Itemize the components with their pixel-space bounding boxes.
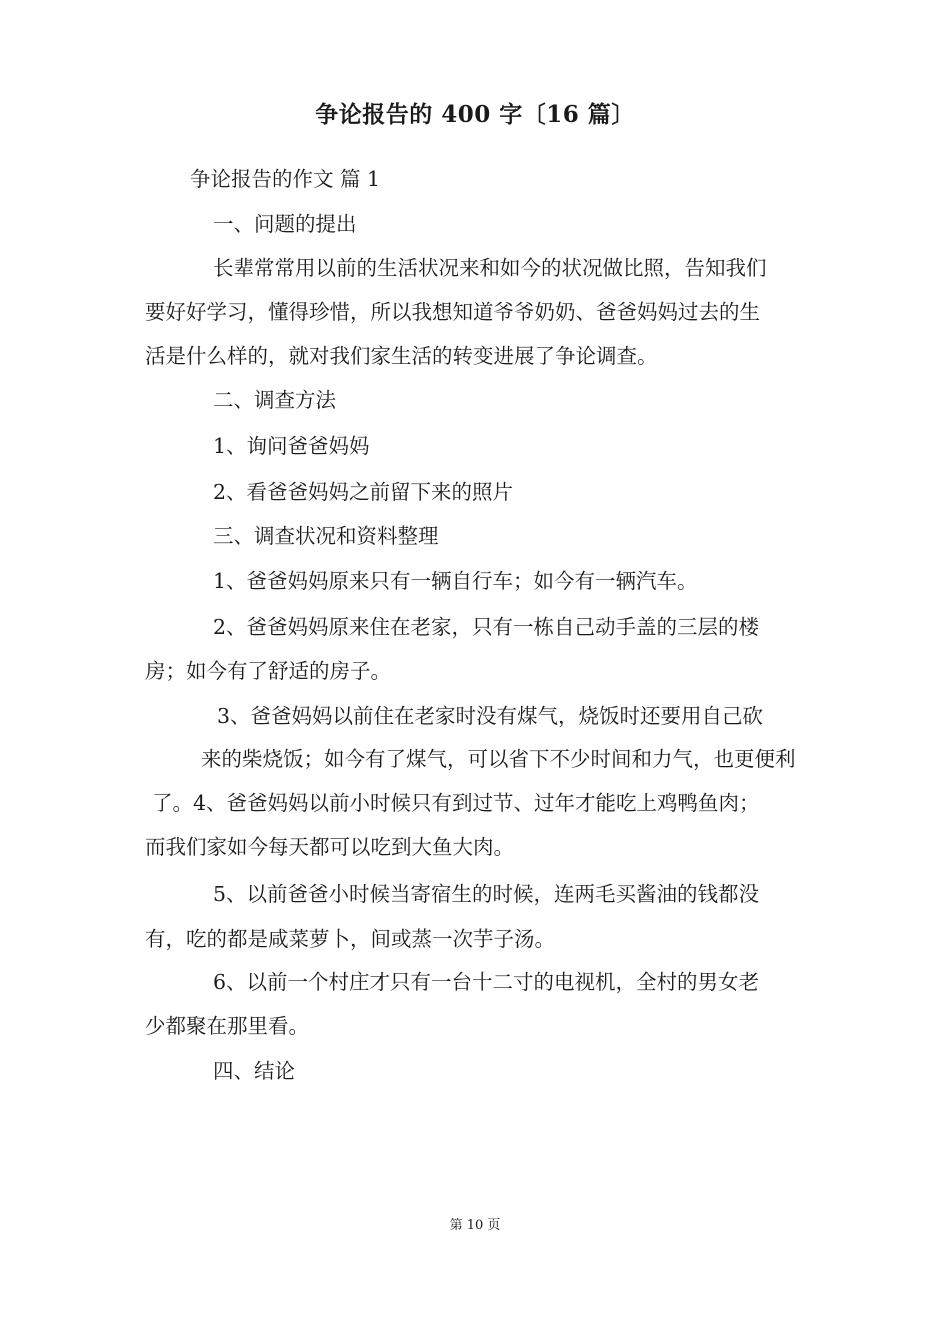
section-heading-essay-1: 争论报告的作文 篇 1: [190, 167, 381, 191]
paragraph-line: 房；如今有了舒适的房子。: [145, 659, 391, 683]
paragraph-line: 要好好学习，懂得珍惜，所以我想知道爷爷奶奶、爸爸妈妈过去的生: [145, 300, 760, 324]
list-item: 5、以前爸爸小时候当寄宿生的时候，连两毛买酱油的钱都没: [213, 882, 760, 906]
list-item: 3、爸爸妈妈以前住在老家时没有煤气，烧饭时还要用自己砍: [217, 704, 764, 728]
paragraph-line: 有，吃的都是咸菜萝卜，间或蒸一次芋子汤。: [145, 927, 555, 951]
list-item: 2、爸爸妈妈原来住在老家，只有一栋自己动手盖的三层的楼: [213, 615, 760, 639]
list-item: 2、看爸爸妈妈之前留下来的照片: [213, 480, 514, 504]
list-item: 1、爸爸妈妈原来只有一辆自行车；如今有一辆汽车。: [213, 569, 698, 593]
paragraph-line: 来的柴烧饭；如今有了煤气，可以省下不少时间和力气，也更便利: [201, 747, 796, 771]
heading-method: 二、调查方法: [213, 388, 336, 412]
list-item: 1、询问爸爸妈妈: [213, 434, 370, 458]
document-title: 争论报告的 400 字〔16 篇〕: [315, 101, 635, 128]
heading-conclusion: 四、结论: [213, 1059, 295, 1083]
paragraph-line: 活是什么样的，就对我们家生活的转变进展了争论调查。: [145, 344, 658, 368]
heading-problem: 一、问题的提出: [213, 212, 357, 236]
page-number: 第 10 页: [449, 1218, 501, 1233]
paragraph-line: 了。4、爸爸妈妈以前小时候只有到过节、过年才能吃上鸡鸭鱼肉；: [152, 791, 760, 815]
heading-survey: 三、调查状况和资料整理: [213, 524, 439, 548]
paragraph-line: 而我们家如今每天都可以吃到大鱼大肉。: [145, 835, 514, 859]
paragraph-line: 长辈常常用以前的生活状况来和如今的状况做比照，告知我们: [213, 256, 767, 280]
list-item: 6、以前一个村庄才只有一台十二寸的电视机，全村的男女老: [213, 970, 760, 994]
paragraph-line: 少都聚在那里看。: [145, 1014, 309, 1038]
